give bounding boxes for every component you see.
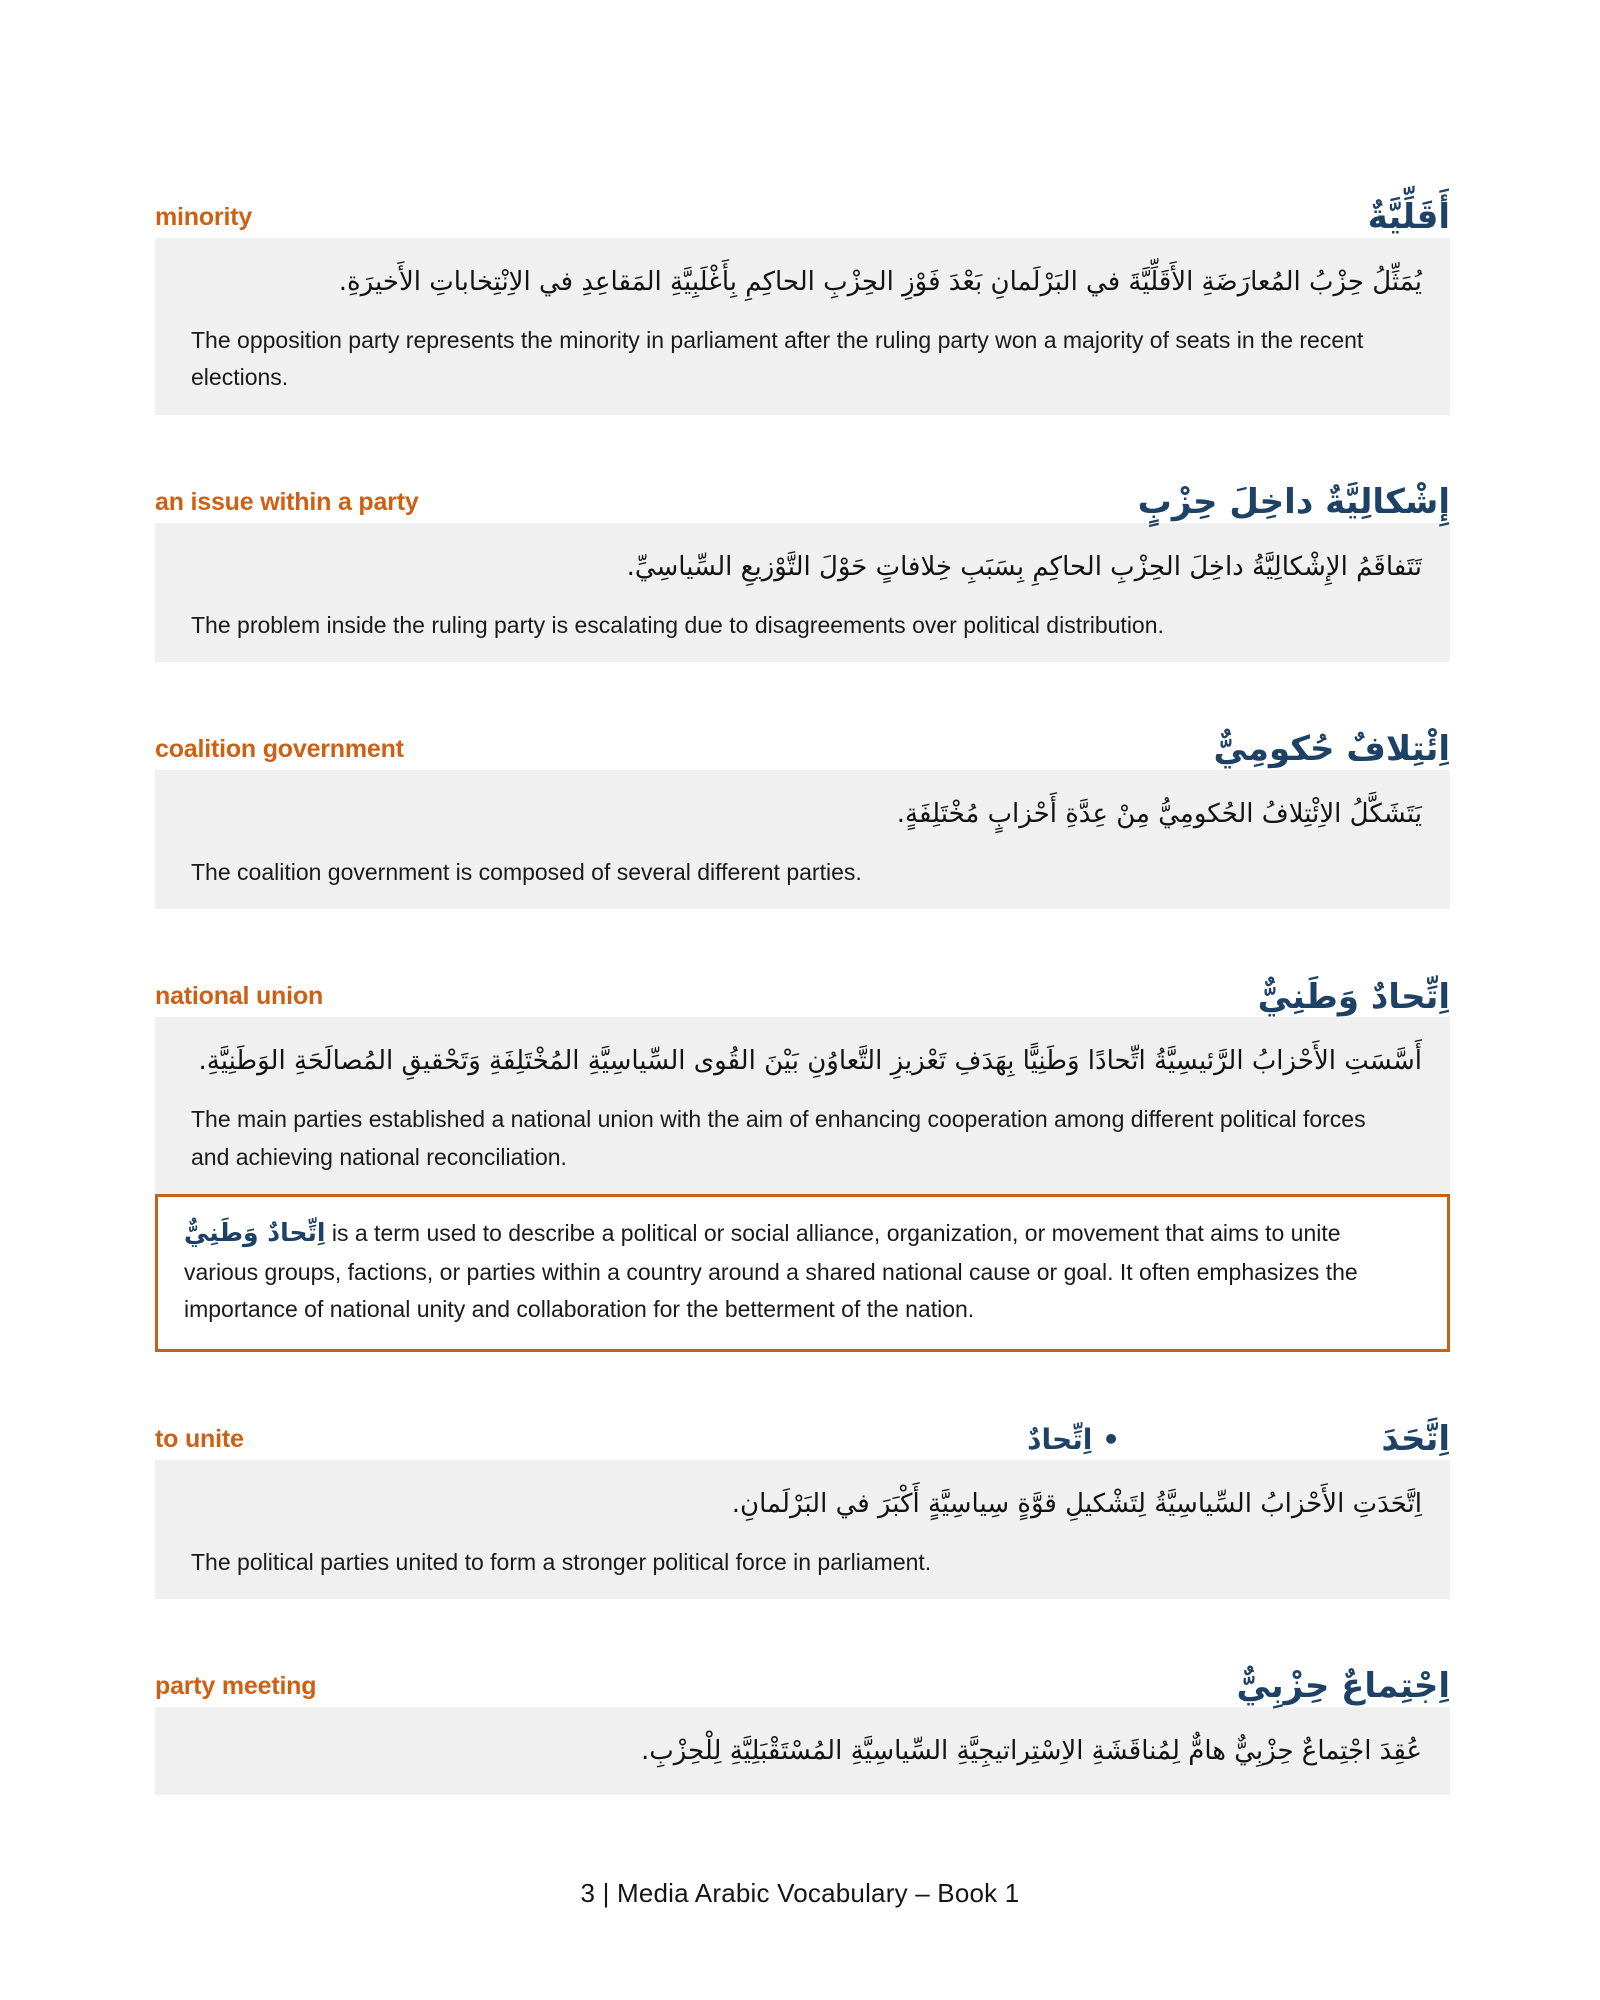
entry-masdar-arabic: • اِتِّحادٌ: [1027, 1422, 1120, 1456]
english-example-sentence: The main parties established a national union with the aim of enhancing cooperation among different political forces and achieving national reconciliation.: [191, 1106, 1366, 1170]
english-example-sentence: The political parties united to form a stronger political force in parliament.: [191, 1548, 932, 1575]
arabic-example-sentence: تَتَفاقَمُ الإِشْكالِيَّةُ داخِلَ الحِزْبِ الحاكِمِ بِسَبَبِ خِلافاتٍ حَوْلَ التَّوْزيعِ السِّياسِيِّ.: [626, 551, 1422, 582]
example-box: [155, 1017, 1450, 1194]
vocabulary-entry: [155, 176, 1450, 415]
example-box: [155, 770, 1450, 909]
entry-header: [155, 708, 1450, 770]
english-example-sentence: The opposition party represents the minority in parliament after the ruling party won a majority of seats in the recent elections.: [191, 327, 1364, 391]
entries-container: [155, 176, 1450, 1795]
entry-spacer: [155, 1352, 1450, 1398]
usage-note-term-arabic: اِتِّحادٌ وَطَنِيٌّ: [184, 1217, 326, 1247]
vocabulary-entry: [155, 1645, 1450, 1795]
entry-headword-arabic: اِتِّحادٌ وَطَنِيٌّ: [1257, 976, 1450, 1017]
entry-header: [155, 1398, 1450, 1460]
entry-gloss: party meeting: [155, 1671, 317, 1700]
entry-headword-arabic: أَقَلِّيَّةٌ: [1367, 197, 1450, 238]
arabic-example-sentence: أَسَّسَتِ الأَحْزابُ الرَّئيسِيَّةُ اتِّحادًا وَطَنِيًّا بِهَدَفِ تَعْزيزِ التَّعاوُنِ بَيْنَ القُوى السِّياسِيَّةِ المُخْتَلِفَةِ وَتَحْقيقِ المُصالَحَةِ الوَطَنِيَّةِ.: [198, 1046, 1422, 1077]
entry-headword-arabic: اِجْتِماعٌ حِزْبِيٌّ: [1236, 1666, 1450, 1707]
usage-note-box: [155, 1194, 1450, 1352]
example-box: [155, 1707, 1450, 1795]
vocabulary-entry: [155, 708, 1450, 909]
usage-note-text: [184, 1213, 1421, 1329]
entry-spacer: [155, 415, 1450, 461]
arabic-example-sentence: يُمَثِّلُ حِزْبُ المُعارَضَةِ الأَقَلِّيَّةَ في البَرْلَمانِ بَعْدَ فَوْزِ الحِزْبِ الحاكِمِ بِأَغْلَبِيَّةِ المَقاعِدِ في الاِنْتِخاباتِ الأَخيرَةِ.: [338, 267, 1422, 297]
entry-header: [155, 461, 1450, 523]
entry-header: [155, 176, 1450, 238]
arabic-example-sentence: يَتَشَكَّلُ الاِئْتِلافُ الحُكومِيُّ مِنْ عِدَّةِ أَحْزابٍ مُخْتَلِفَةٍ.: [896, 798, 1422, 829]
entry-headword-arabic: إِشْكالِيَّةٌ داخِلَ حِزْبٍ: [1137, 481, 1450, 522]
english-example-sentence: The coalition government is composed of several different parties.: [191, 859, 862, 886]
usage-note-body: is a term used to describe a political or social alliance, organization, or movement that aims to unite various groups, factions, or parties within a country around a shared national cause or goal. It often emphasizes the importance of national unity and collaboration for the betterment of the nation.: [184, 1219, 1358, 1323]
entry-spacer: [155, 909, 1450, 955]
entry-headword-arabic: اِتَّحَدَ: [1381, 1418, 1450, 1459]
entry-gloss: minority: [155, 203, 253, 231]
entry-gloss: national union: [155, 982, 324, 1011]
entry-spacer: [155, 1599, 1450, 1645]
entry-gloss: coalition government: [155, 734, 404, 763]
arabic-example-sentence: عُقِدَ اجْتِماعٌ حِزْبِيٌّ هامٌّ لِمُناقَشَةِ الاِسْتِراتيجِيَّةِ السِّياسِيَّةِ المُسْتَقْبَلِيَّةِ لِلْحِزْبِ.: [641, 1735, 1422, 1766]
entry-spacer: [155, 662, 1450, 708]
vocabulary-entry: [155, 955, 1450, 1351]
vocabulary-entry: [155, 1398, 1450, 1599]
entry-gloss: to unite: [155, 1424, 244, 1453]
page-footer: 3 | Media Arabic Vocabulary – Book 1: [580, 1878, 1020, 1908]
entry-header: [155, 1645, 1450, 1707]
example-box: [155, 238, 1450, 415]
arabic-example-sentence: اِتَّحَدَتِ الأَحْزابُ السِّياسِيَّةُ لِتَشْكيلِ قوَّةٍ سِياسِيَّةٍ أَكْبَرَ في البَرْلَمانِ.: [731, 1488, 1422, 1519]
entry-headword-arabic: اِئْتِلافٌ حُكومِيٌّ: [1213, 729, 1450, 770]
example-box: [155, 523, 1450, 662]
entry-header: [155, 955, 1450, 1017]
vocabulary-entry: [155, 461, 1450, 662]
english-example-sentence: The problem inside the ruling party is escalating due to disagreements over political distribution.: [191, 611, 1164, 638]
entry-gloss: an issue within a party: [155, 487, 419, 516]
example-box: [155, 1460, 1450, 1599]
